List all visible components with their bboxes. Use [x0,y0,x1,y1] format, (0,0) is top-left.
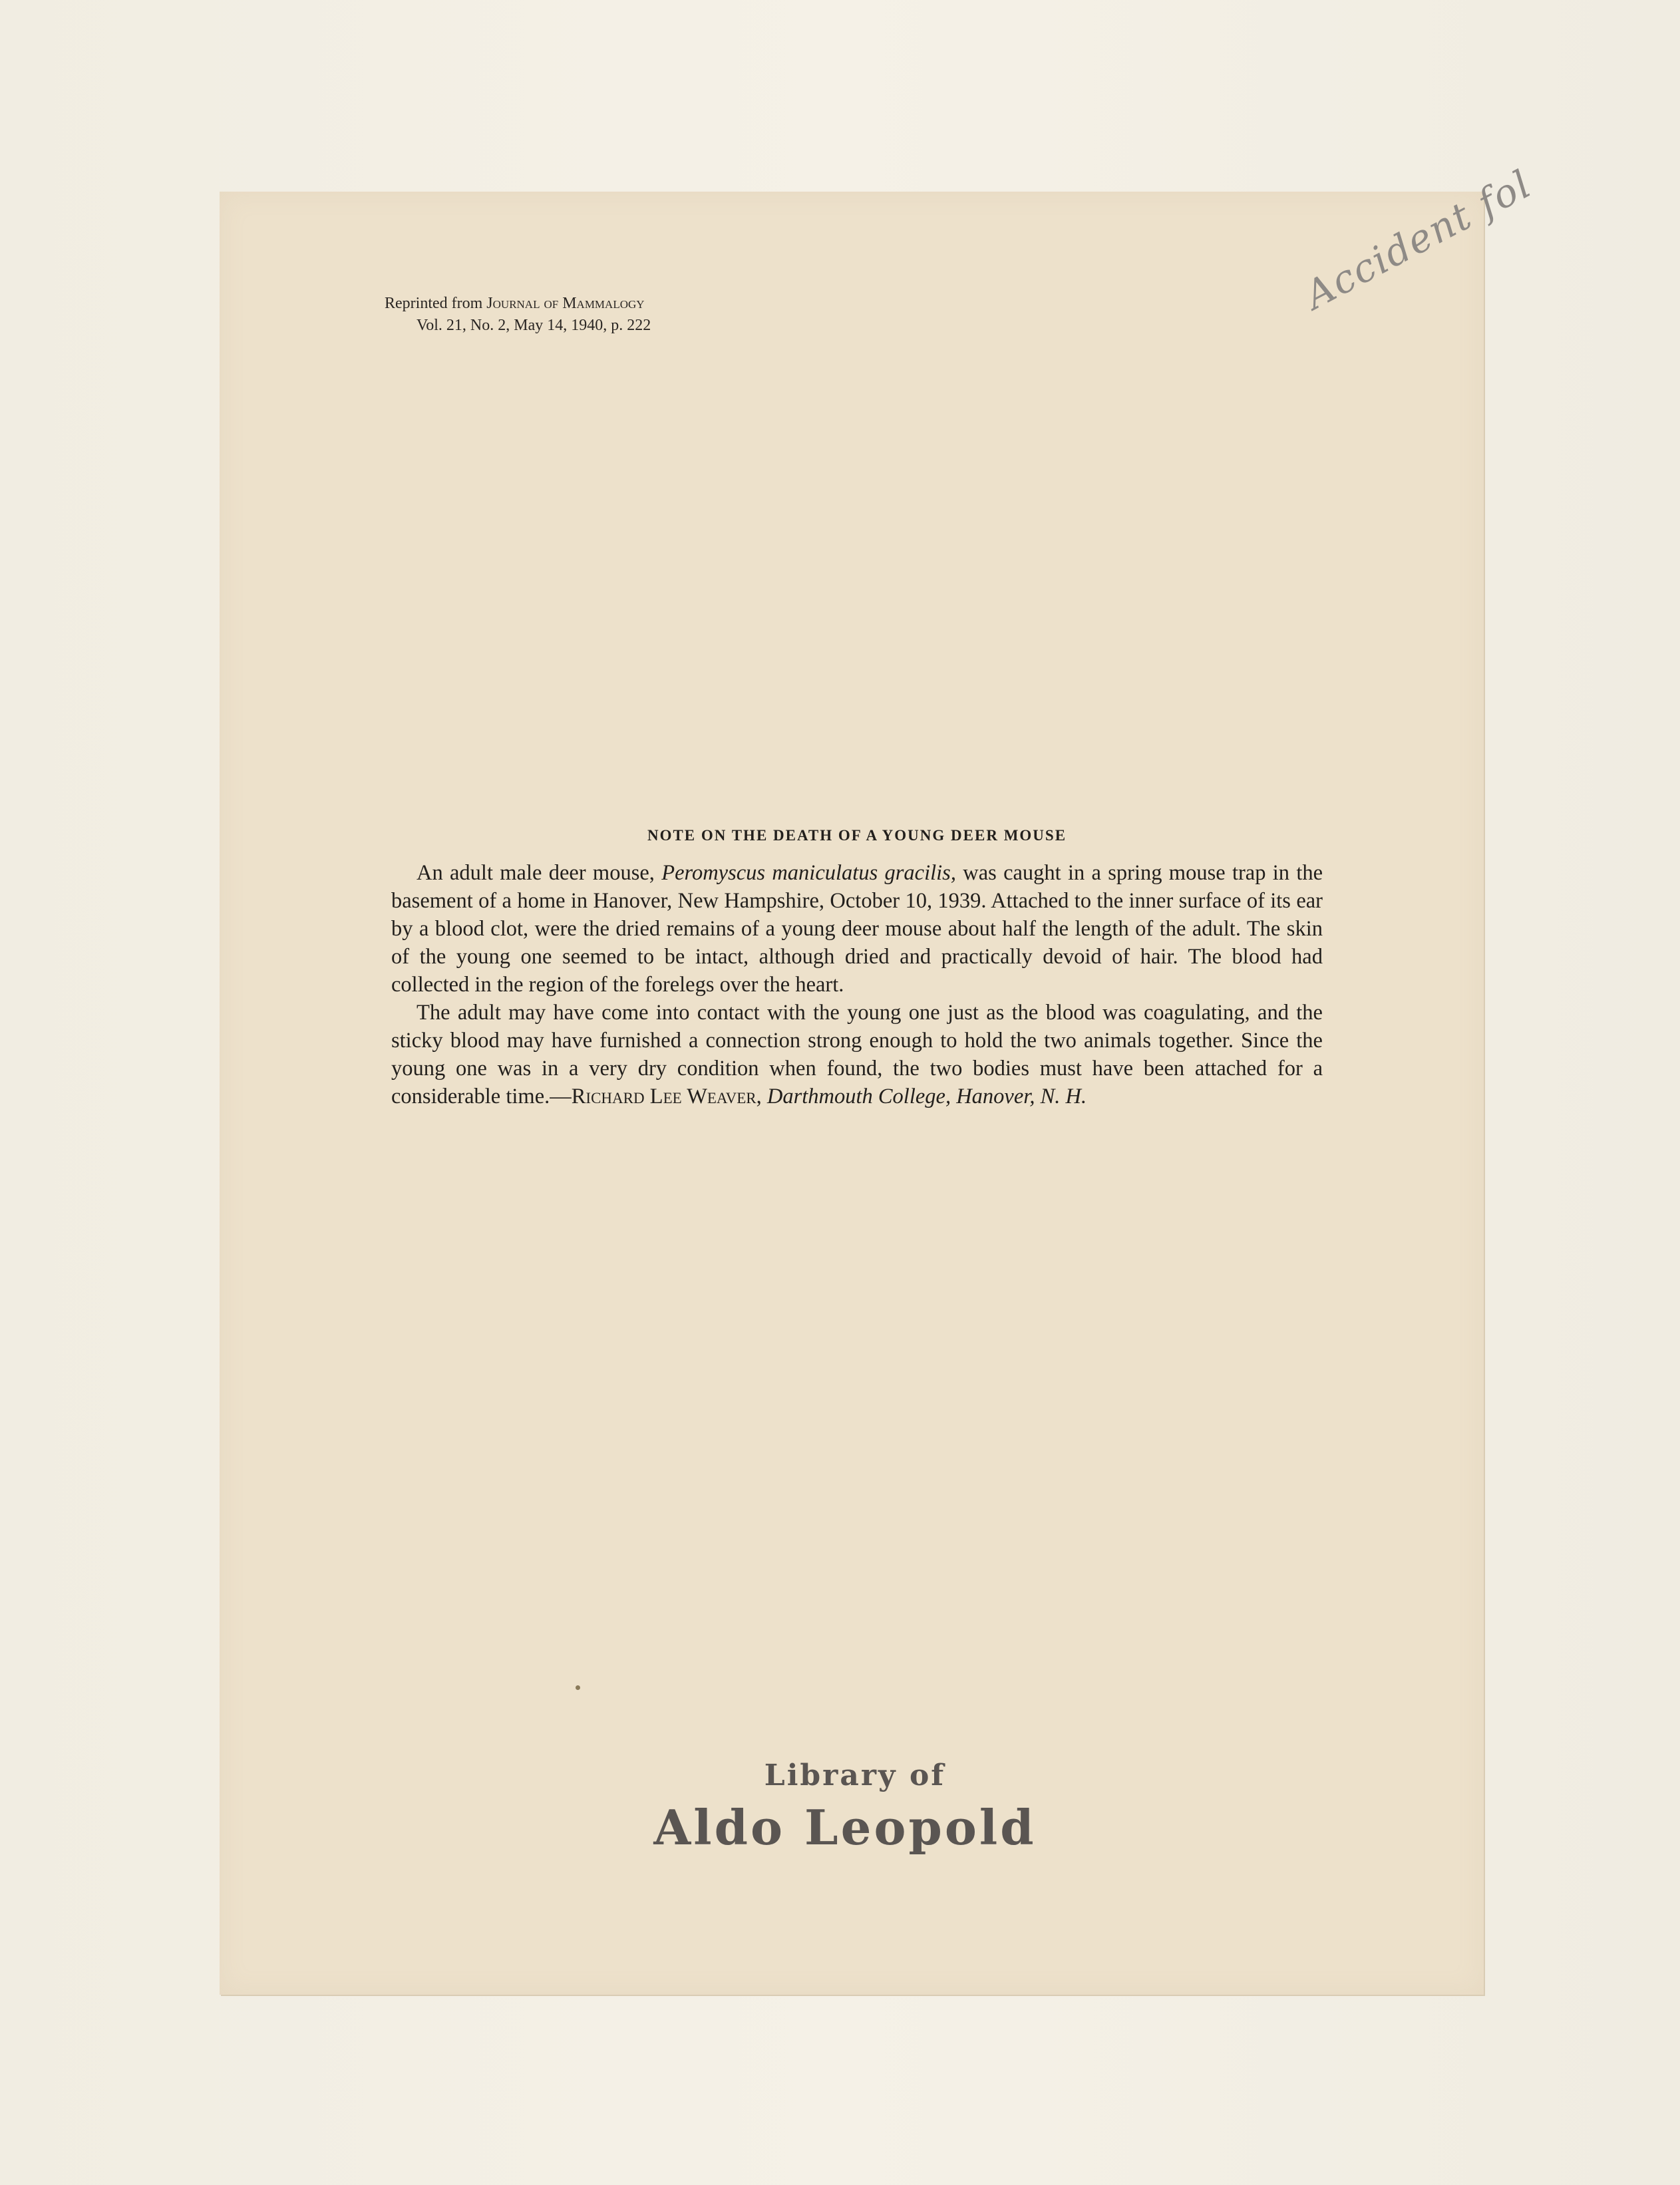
handwritten-note: Accident fol [1297,160,1539,319]
reprint-source-line [385,293,797,315]
author-name: Richard Lee Weaver, [571,1085,762,1108]
article [391,827,1323,1110]
stamp-line-1: Library of [764,1759,946,1792]
reprint-header [385,293,797,337]
p1-intro: An adult male deer mouse, [417,861,655,885]
reprint-prefix: Reprinted from [385,295,483,312]
article-title: NOTE ON THE DEATH OF A YOUNG DEER MOUSE [647,827,1067,844]
species-name: Peromyscus maniculatus gracilis, [661,861,956,885]
library-stamp [612,1759,1078,1856]
stamp-line-2: Aldo Leopold [653,1799,1037,1856]
p1-body: was caught in a spring mouse trap in the basement of a home in Hanover, New Hampshire, October 10, 1939. Attached to the inner surface of its ear by a blood clot, were the dried remains of a young deer mouse about half the length of the adult. The skin of the young one seemed to be intact, although dried and practically devoid of hair. The blood had collected in the region of the forelegs over the heart. [391,861,1323,997]
paragraph-1 [391,859,1323,999]
reprint-sheet [220,160,1539,1995]
paragraph-2 [391,999,1323,1110]
p2-body: The adult may have come into contact with the young one just as the blood was coagulating, and the sticky blood may have furnished a connection strong enough to hold the two animals together. Since the young one was in a very dry condition when found, the two bodies must have been attached for a considerable time.— [391,1001,1323,1108]
paper-speck [576,1685,580,1690]
journal-name: Journal of Mammalogy [486,295,645,312]
reprint-citation-line: Vol. 21, No. 2, May 14, 1940, p. 222 [417,317,651,334]
author-affiliation: Darthmouth College, Hanover, N. H. [766,1085,1087,1108]
